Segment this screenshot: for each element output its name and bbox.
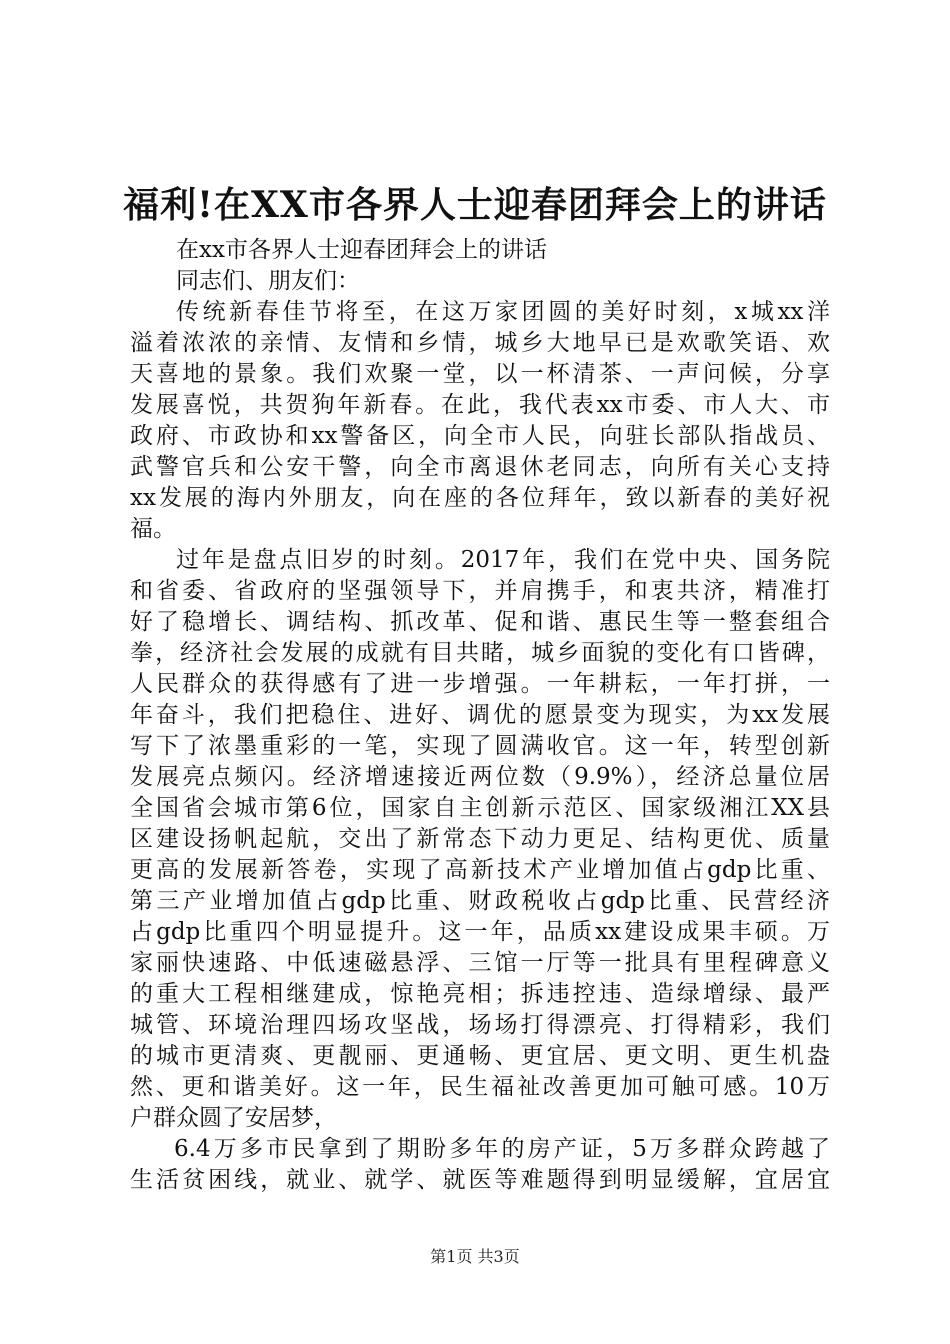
paragraph-line: 城管、环境治理四场攻坚战，场场打得漂亮、打得精彩，我们 [130, 1012, 830, 1038]
paragraph-line: 第三产业增加值占gdp比重、财政税收占gdp比重、民营经济 [130, 888, 830, 914]
paragraph-line: 发展亮点频闪。经济增速接近两位数（9.9%），经济总量位居 [130, 764, 830, 790]
paragraph-line: 写下了浓墨重彩的一笔，实现了圆满收官。这一年，转型创新 [130, 733, 830, 759]
paragraph-line: 区建设扬帆起航，交出了新常态下动力更足、结构更优、质量 [130, 826, 830, 852]
paragraph-line: 生活贫困线，就业、就学、就医等难题得到明显缓解，宜居宜 [130, 1167, 830, 1193]
paragraph-line: 家丽快速路、中低速磁悬浮、三馆一厅等一批具有里程碑意义 [130, 950, 830, 976]
paragraph-line: 人民群众的获得感有了进一步增强。一年耕耘，一年打拼，一 [130, 671, 830, 697]
paragraph-line: 拳，经济社会发展的成就有目共睹，城乡面貌的变化有口皆碑， [130, 640, 830, 666]
paragraph-line: 的重大工程相继建成，惊艳亮相；拆违控违、造绿增绿、最严 [130, 981, 830, 1007]
paragraph-line: 占gdp比重四个明显提升。这一年，品质xx建设成果丰硕。万 [130, 919, 830, 945]
document-body [130, 235, 830, 1196]
paragraph-line: 年奋斗，我们把稳住、进好、调优的愿景变为现实，为xx发展 [130, 702, 830, 728]
paragraph-line: 然、更和谐美好。这一年，民生福祉改善更加可触可感。10万 [130, 1074, 830, 1100]
paragraph-line: 和省委、省政府的坚强领导下，并肩携手，和衷共济，精准打 [130, 578, 830, 604]
paragraph-line: 的城市更清爽、更靓丽、更通畅、更宜居、更文明、更生机盎 [130, 1043, 830, 1069]
paragraph-line: 传统新春佳节将至，在这万家团圆的美好时刻，x城xx洋 [176, 299, 830, 325]
paragraph-line: 政府、市政协和xx警备区，向全市人民，向驻长部队指战员、 [130, 423, 830, 449]
paragraph-line: 户群众圆了安居梦， [130, 1105, 337, 1131]
paragraph-line: 更高的发展新答卷，实现了高新技术产业增加值占gdp比重、 [130, 857, 830, 883]
paragraph-line: 好了稳增长、调结构、抓改革、促和谐、惠民生等一整套组合 [130, 609, 830, 635]
paragraph-line: 发展喜悦，共贺狗年新春。在此，我代表xx市委、市人大、市 [130, 392, 830, 418]
paragraph-line: 溢着浓浓的亲情、友情和乡情，城乡大地早已是欢歌笑语、欢 [130, 330, 830, 356]
paragraph-line: 全国省会城市第6位，国家自主创新示范区、国家级湘江XX县 [130, 795, 830, 821]
paragraph-line: 6.4万多市民拿到了期盼多年的房产证，5万多群众跨越了 [174, 1136, 830, 1162]
page-number-footer: 第1页 共3页 [430, 1247, 520, 1266]
paragraph-line: 福。 [130, 516, 176, 542]
subtitle-line: 在xx市各界人士迎春团拜会上的讲话 [176, 237, 547, 263]
paragraph-line: 天喜地的景象。我们欢聚一堂，以一杯清茶、一声问候，分享 [130, 361, 830, 387]
paragraph-line: xx发展的海内外朋友，向在座的各位拜年，致以新春的美好祝 [130, 485, 830, 511]
paragraph-line: 过年是盘点旧岁的时刻。2017年，我们在党中央、国务院 [176, 547, 830, 573]
salutation-line: 同志们、朋友们： [176, 268, 360, 294]
paragraph-line: 武警官兵和公安干警，向全市离退休老同志，向所有关心支持 [130, 454, 830, 480]
document-title: 福利!在XX市各界人士迎春团拜会上的讲话 [123, 184, 827, 226]
